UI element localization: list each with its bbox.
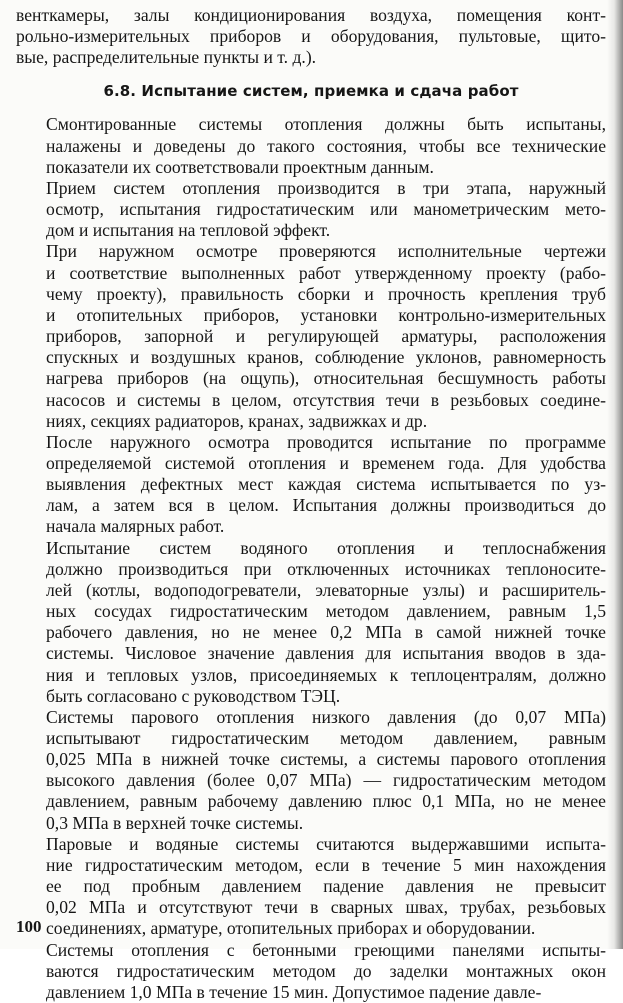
text-line: приборов, запорной и регулирующей арматуры, расположения — [46, 326, 606, 347]
text-line: осмотр, испытания гидростатическим или манометрическим мето- — [46, 199, 606, 220]
page-number: 100 — [16, 917, 42, 936]
text-line: Испытание систем водяного отопления и теплоснабжения — [46, 537, 606, 558]
text-line: ваются гидростатическим методом до заделки монтажных окон — [46, 960, 606, 981]
continuation-paragraph — [16, 5, 606, 68]
body-paragraph — [16, 707, 606, 834]
text-line: 0,02 МПа и отсутствуют течи в сварных швах, трубах, резьбовых — [46, 897, 606, 918]
text-line: спускных и воздушных кранов, соблюдение уклонов, равномерность — [46, 347, 606, 368]
text-line: дом и испытания на тепловой эффект. — [46, 220, 331, 241]
text-line: 0,025 МПа в нижней точке системы, а системы парового отопления — [46, 749, 606, 770]
text-line: и отопительных приборов, установки контрольно-измерительных — [46, 304, 606, 325]
text-line: высокого давления (более 0,07 МПа) — гидростатическим методом — [46, 770, 606, 791]
text-line: 0,3 МПа в верхней точке системы. — [46, 812, 304, 833]
text-line: показатели их соответствовали проектным данным. — [46, 156, 434, 177]
body-paragraph — [16, 241, 606, 431]
text-line: ниях, секциях радиаторов, кранах, задвижках и др. — [46, 410, 428, 431]
text-line: давлением 1,0 МПа в течение 15 мин. Допустимое падение давле- — [46, 981, 542, 1002]
section-heading: 6.8. Испытание систем, приемка и сдача работ — [103, 82, 519, 101]
text-line: испытывают гидростатическим методом давлением, равным — [46, 728, 606, 748]
body-paragraph — [16, 432, 606, 538]
text-line: рольно-измерительных приборов и оборудования, пультовые, щито- — [16, 26, 606, 47]
text-line: соединениях, арматуре, отопительных приборах и оборудовании. — [46, 918, 536, 939]
text-line: нагрева приборов (на ощупь), относительная бесшумность работы — [46, 368, 606, 389]
text-line: При наружном осмотре проверяются исполнительные чертежи — [46, 241, 606, 262]
body-paragraph — [16, 940, 606, 1003]
text-line: чему проекту), правильность сборки и прочность крепления труб — [46, 283, 606, 304]
page-edge-shadow — [607, 0, 623, 949]
text-line: ее под пробным давлением падение давления не превысит — [46, 876, 606, 897]
text-line: ние гидростатическим методом, если в течение 5 мин нахождения — [46, 854, 606, 875]
text-column — [16, 5, 606, 1003]
text-line: Системы отопления с бетонными греющими панелями испыты- — [46, 939, 606, 960]
text-line: начала малярных работ. — [46, 516, 225, 537]
text-line: и соответствие выполненных работ утвержденному проекту (рабо- — [46, 262, 606, 283]
text-line: Смонтированные системы отопления должны быть испытаны, — [46, 114, 606, 135]
text-line: быть согласовано с руководством ТЭЦ. — [46, 685, 341, 706]
body-paragraph — [16, 114, 606, 177]
text-line: Паровые и водяные системы считаются выдержавшими испыта- — [46, 833, 606, 854]
text-line: должно производиться при отключенных источниках теплоносите- — [46, 558, 606, 579]
body-paragraph — [16, 834, 606, 940]
text-line: системы. Числовое значение давления для испытания вводов в зда- — [46, 643, 606, 664]
body-paragraph — [16, 178, 606, 241]
text-line: рабочего давления, но не менее 0,2 МПа в самой нижней точке — [46, 622, 606, 643]
text-line: насосов и системы в целом, отсутствия течи в резьбовых соедине- — [46, 389, 606, 410]
text-line: определяемой системой отопления и временем года. Для удобства — [46, 452, 606, 473]
text-line: Прием систем отопления производится в три этапа, наружный — [46, 177, 606, 198]
text-line: налажены и доведены до такого состояния, чтобы все технические — [46, 135, 606, 156]
text-line: лей (котлы, водоподогреватели, элеваторные узлы) и расширитель- — [46, 579, 606, 600]
text-line: лам, а затем вся в целом. Испытания должны производиться до — [46, 495, 606, 516]
text-line: венткамеры, залы кондиционирования воздуха, помещения конт- — [16, 5, 606, 25]
paragraph-list — [16, 114, 606, 1003]
text-line: выявления дефектных мест каждая система испытывается по уз- — [46, 474, 606, 495]
text-line: После наружного осмотра проводится испытание по программе — [46, 431, 606, 452]
text-line: ния и тепловых узлов, присоединяемых к теплоцентралям, должно — [46, 664, 606, 685]
text-line: давлением, равным рабочему давлению плюс 0,1 МПа, но не менее — [46, 791, 606, 812]
text-line: Системы парового отопления низкого давления (до 0,07 МПа) — [46, 706, 606, 727]
text-line: вые, распределительные пункты и т. д.). — [16, 47, 317, 68]
text-line: ных сосудах гидростатическим методом давлением, равным 1,5 — [46, 601, 606, 622]
body-paragraph — [16, 538, 606, 707]
